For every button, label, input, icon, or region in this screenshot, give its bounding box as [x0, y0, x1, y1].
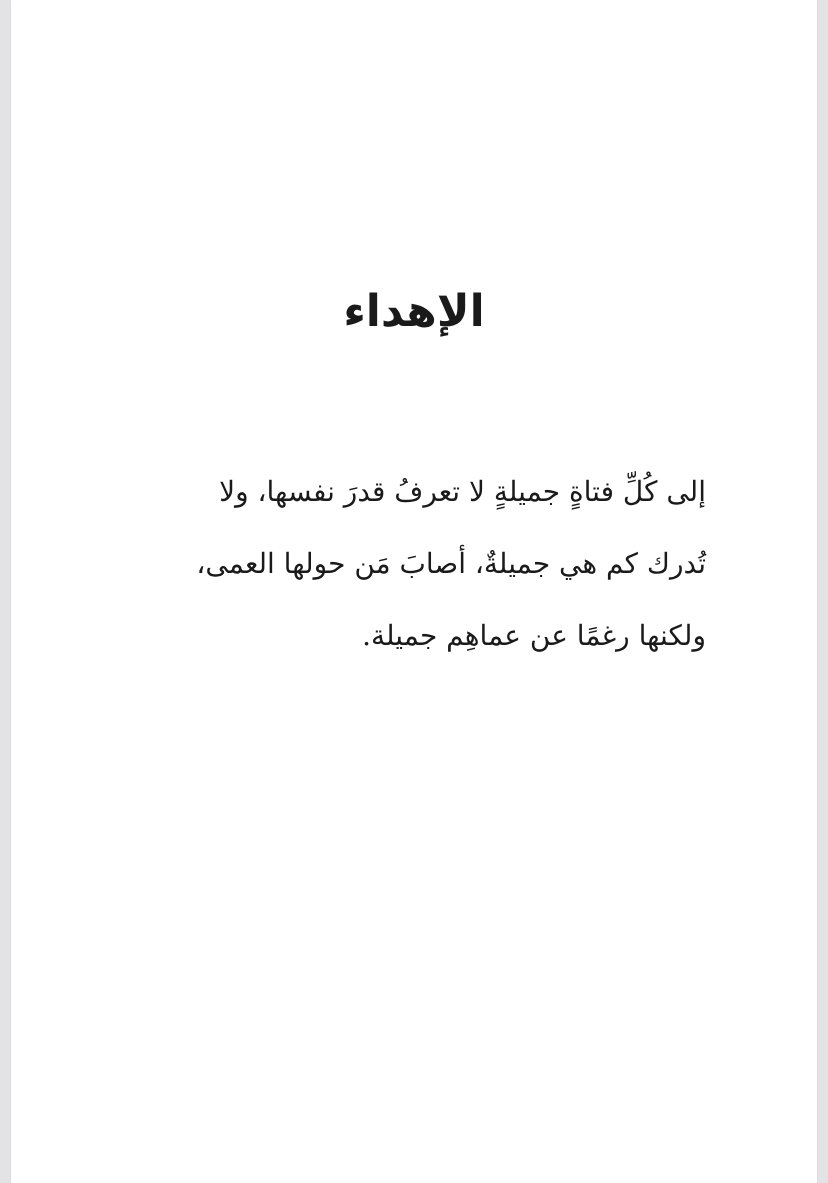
- page-title: الإهداء: [343, 286, 485, 337]
- dedication-line-3: ولكنها رغمًا عن عماهِم جميلة.: [362, 619, 706, 652]
- document-page: [11, 0, 817, 1183]
- dedication-line-2: تُدرك كم هي جميلةٌ، أصابَ مَن حولها العمى،: [196, 547, 706, 580]
- dedication-line-1: إلى كُلِّ فتاةٍ جميلةٍ لا تعرفُ قدرَ نفسها، ولا: [219, 475, 706, 508]
- dedication-paragraph: [131, 456, 706, 672]
